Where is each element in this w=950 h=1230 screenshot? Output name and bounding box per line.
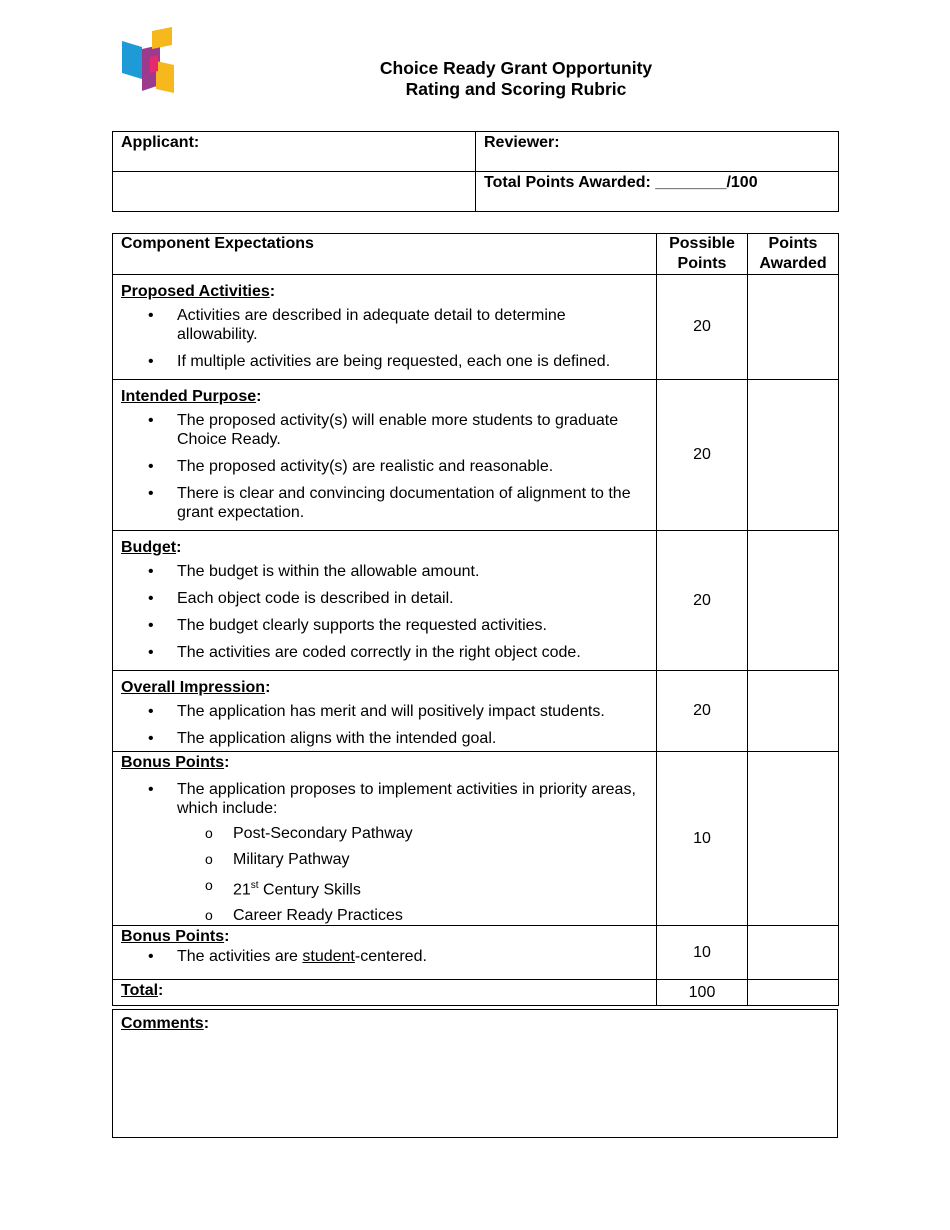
list-item: • The application has merit and will positively impact students.	[113, 702, 656, 721]
table-row: Overall Impression: • The application has merit and will positively impact students. • The application aligns with the intended goal. 20	[113, 671, 839, 752]
list-item: • Each object code is described in detail.	[113, 589, 656, 608]
possible-points: 20	[657, 275, 748, 380]
total-points-label: Total Points Awarded: ________/100	[484, 174, 758, 191]
sub-list-item: o Career Ready Practices	[113, 906, 656, 925]
section-title: Bonus Points	[121, 928, 225, 946]
sub-list-item: o Post-Secondary Pathway	[113, 824, 656, 843]
possible-points: 10	[657, 926, 748, 980]
total-points: 100	[657, 980, 748, 1006]
list-item: • The proposed activity(s) are realistic and reasonable.	[113, 457, 656, 476]
table-row: Bonus Points: • The activities are student-centered. 10	[113, 926, 839, 980]
points-awarded-cell[interactable]	[748, 380, 839, 531]
total-points-cell[interactable]	[476, 172, 839, 212]
list-item: • There is clear and convincing documentation of alignment to the grant expectation.	[113, 484, 656, 522]
points-awarded-cell[interactable]	[748, 671, 839, 752]
list-item: • The proposed activity(s) will enable more students to graduate Choice Ready.	[113, 411, 656, 449]
list-item: • The budget clearly supports the requested activities.	[113, 616, 656, 635]
comments-box[interactable]: Comments:	[112, 1009, 838, 1138]
possible-points: 20	[657, 671, 748, 752]
possible-points: 20	[657, 531, 748, 671]
list-item: • The application aligns with the intended goal.	[113, 729, 656, 748]
rubric-table	[112, 233, 839, 1006]
component-header: Component Expectations	[113, 234, 657, 275]
page-subtitle: Rating and Scoring Rubric	[405, 79, 627, 99]
points-awarded-cell[interactable]	[748, 275, 839, 380]
list-item: • The budget is within the allowable amount.	[113, 562, 656, 581]
reviewer-cell[interactable]	[476, 132, 839, 172]
total-label: Total	[121, 982, 159, 1000]
applicant-cell[interactable]	[113, 132, 476, 172]
table-row: Proposed Activities: • Activities are described in adequate detail to determine allowability. • If multiple activities are being requested, each one is defined. 20	[113, 275, 839, 380]
section-title: Overall Impression	[121, 679, 266, 696]
table-row: Bonus Points: • The application proposes to implement activities in priority areas, which include: o Post-Secondary Pathway o Military Pathway o 21st Century Skills o Career Ready Practices 10	[113, 752, 839, 926]
info-table	[112, 131, 839, 212]
section-title: Bonus Points	[121, 754, 225, 771]
points-awarded-header: Points Awarded	[748, 234, 839, 275]
section-title: Proposed Activities	[121, 283, 270, 300]
reviewer-label: Reviewer:	[484, 134, 560, 151]
sub-list-item: o 21st Century Skills	[113, 876, 656, 899]
section-title: Budget	[121, 539, 177, 556]
list-item: • If multiple activities are being requested, each one is defined.	[113, 352, 656, 371]
list-item: • The application proposes to implement activities in priority areas, which include:	[113, 780, 656, 818]
table-row: Budget: • The budget is within the allowable amount. • Each object code is described in detail. • The budget clearly supports the requested activities. • The activities are coded correctly in the right object code. 20	[113, 531, 839, 671]
applicant-value-cell[interactable]	[113, 172, 476, 212]
total-row: Total: 100	[113, 980, 839, 1006]
table-row: Intended Purpose: • The proposed activity(s) will enable more students to graduate Choice Ready. • The proposed activity(s) are realistic and reasonable. • There is clear and convincing documentation of alignment to the grant expectation. 20	[113, 380, 839, 531]
points-awarded-cell[interactable]	[748, 752, 839, 926]
possible-points-header: Possible Points	[657, 234, 748, 275]
list-item: • Activities are described in adequate detail to determine allowability.	[113, 306, 656, 344]
list-item: • The activities are student-centered.	[113, 947, 656, 966]
points-awarded-cell[interactable]	[748, 531, 839, 671]
section-title: Intended Purpose	[121, 388, 257, 405]
list-item: • The activities are coded correctly in the right object code.	[113, 643, 656, 662]
comments-label: Comments	[121, 1015, 204, 1032]
logo	[122, 27, 176, 93]
possible-points: 10	[657, 752, 748, 926]
applicant-label: Applicant:	[121, 134, 200, 151]
possible-points: 20	[657, 380, 748, 531]
sub-list-item: o Military Pathway	[113, 850, 656, 869]
page-title: Choice Ready Grant Opportunity	[379, 58, 653, 78]
points-awarded-cell[interactable]	[748, 926, 839, 980]
total-awarded-cell[interactable]	[748, 980, 839, 1006]
